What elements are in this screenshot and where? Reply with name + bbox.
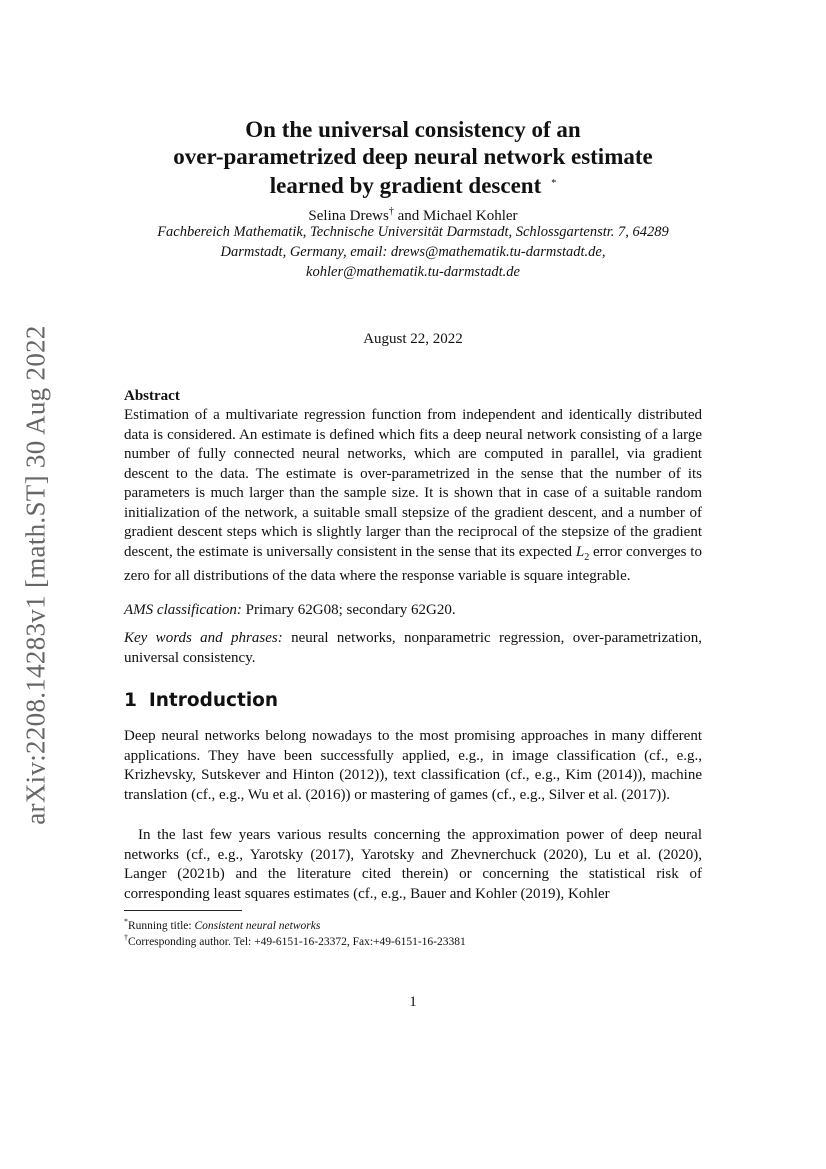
abstract-text-part-2: error converges to zero for all distributions of the data where the response variable is square integrable. xyxy=(124,543,702,584)
intro-paragraph-1: Deep neural networks belong nowadays to the most promising approaches in many different applications. They have been successfully applied, e.g., in image classification (cf., e.g., Krizhevsky, Sutskever and Hinton (2012)), text classification (cf., e.g., Kim (2014)), machine translation (cf., e.g., Wu et al. (2016)) or mastering of games (cf., e.g., Silver et al. (2017)). xyxy=(124,728,702,803)
author-drews: Selina Drews xyxy=(308,208,389,224)
page-number: 1 xyxy=(409,994,417,1010)
arxiv-identifier: arXiv:2208.14283v1 [math.ST] 30 Aug 2022 xyxy=(20,325,51,825)
abstract-body xyxy=(124,406,702,587)
footnote-2-text: Corresponding author. Tel: +49-6151-16-23372, Fax:+49-6151-16-23381 xyxy=(128,935,466,948)
abstract-text-part-1: Estimation of a multivariate regression function from independent and identically distributed data is considered. An estimate is defined which fits a deep neural network consisting of a large number of fully connected neural networks, which are computed in parallel, via gradient descent to the data. The estimate is over-parametrized in the sense that the number of its parameters is much larger than the sample size. It is shown that in case of a suitable random initialization of the network, a suitable small stepsize of the gradient descent, and a number of gradient descent steps which is slightly larger than the reciprocal of the stepsize of the gradient descent, the estimate is universally consistent in the sense that its expected xyxy=(124,407,702,560)
footnote-2 xyxy=(124,930,724,950)
affiliation xyxy=(100,222,726,282)
footnote-1-mark: * xyxy=(124,917,128,926)
footnote-2-mark: † xyxy=(124,933,128,942)
publication-date: August 22, 2022 xyxy=(363,331,463,347)
author-connector: and xyxy=(393,208,423,224)
paper-title xyxy=(120,116,706,199)
ams-text: Primary 62G08; secondary 62G20. xyxy=(241,602,456,618)
title-line-3: learned by gradient descent xyxy=(269,173,542,198)
section-heading-introduction xyxy=(124,690,278,711)
section-title: Introduction xyxy=(148,690,279,711)
corresponding-mark: † xyxy=(388,206,394,217)
ams-label: AMS classification: xyxy=(124,602,242,618)
abstract-heading: Abstract xyxy=(124,388,180,404)
math-l: L xyxy=(575,543,585,560)
affiliation-line-2: Darmstadt, Germany, email: drews@mathematik.tu-darmstadt.de, xyxy=(220,244,606,260)
footnote-1-label: Running title: xyxy=(128,919,195,932)
keywords-text: neural networks, nonparametric regression, over-parametrization, universal consistency. xyxy=(124,630,702,666)
affiliation-line-3: kohler@mathematik.tu-darmstadt.de xyxy=(306,264,520,280)
keywords-label: Key words and phrases: xyxy=(124,630,283,646)
section-number: 1 xyxy=(124,690,137,711)
arxiv-sidebar xyxy=(8,310,64,840)
footnote-rule xyxy=(124,910,242,911)
math-l-subscript: 2 xyxy=(584,551,590,563)
author-kohler: Michael Kohler xyxy=(423,208,518,224)
footnote-1-text: Consistent neural networks xyxy=(194,919,321,932)
intro-paragraph-2: In the last few years various results concerning the approximation power of deep neural networks (cf., e.g., Yarotsky (2017), Yarotsky and Zhevnerchuck (2020), Lu et al. (2020), Langer (2021b) and the literature cited therein) or concerning the statistical risk of corresponding least squares estimates (cf., e.g., Bauer and Kohler (2019), Kohler xyxy=(124,827,702,902)
title-footnote-mark: * xyxy=(551,178,557,189)
title-line-2: over-parametrized deep neural network estimate xyxy=(173,144,653,169)
keywords xyxy=(124,629,702,668)
title-line-1: On the universal consistency of an xyxy=(245,117,581,142)
ams-classification xyxy=(124,601,702,621)
affiliation-line-1: Fachbereich Mathematik, Technische Universität Darmstadt, Schlossgartenstr. 7, 64289 xyxy=(157,224,669,240)
